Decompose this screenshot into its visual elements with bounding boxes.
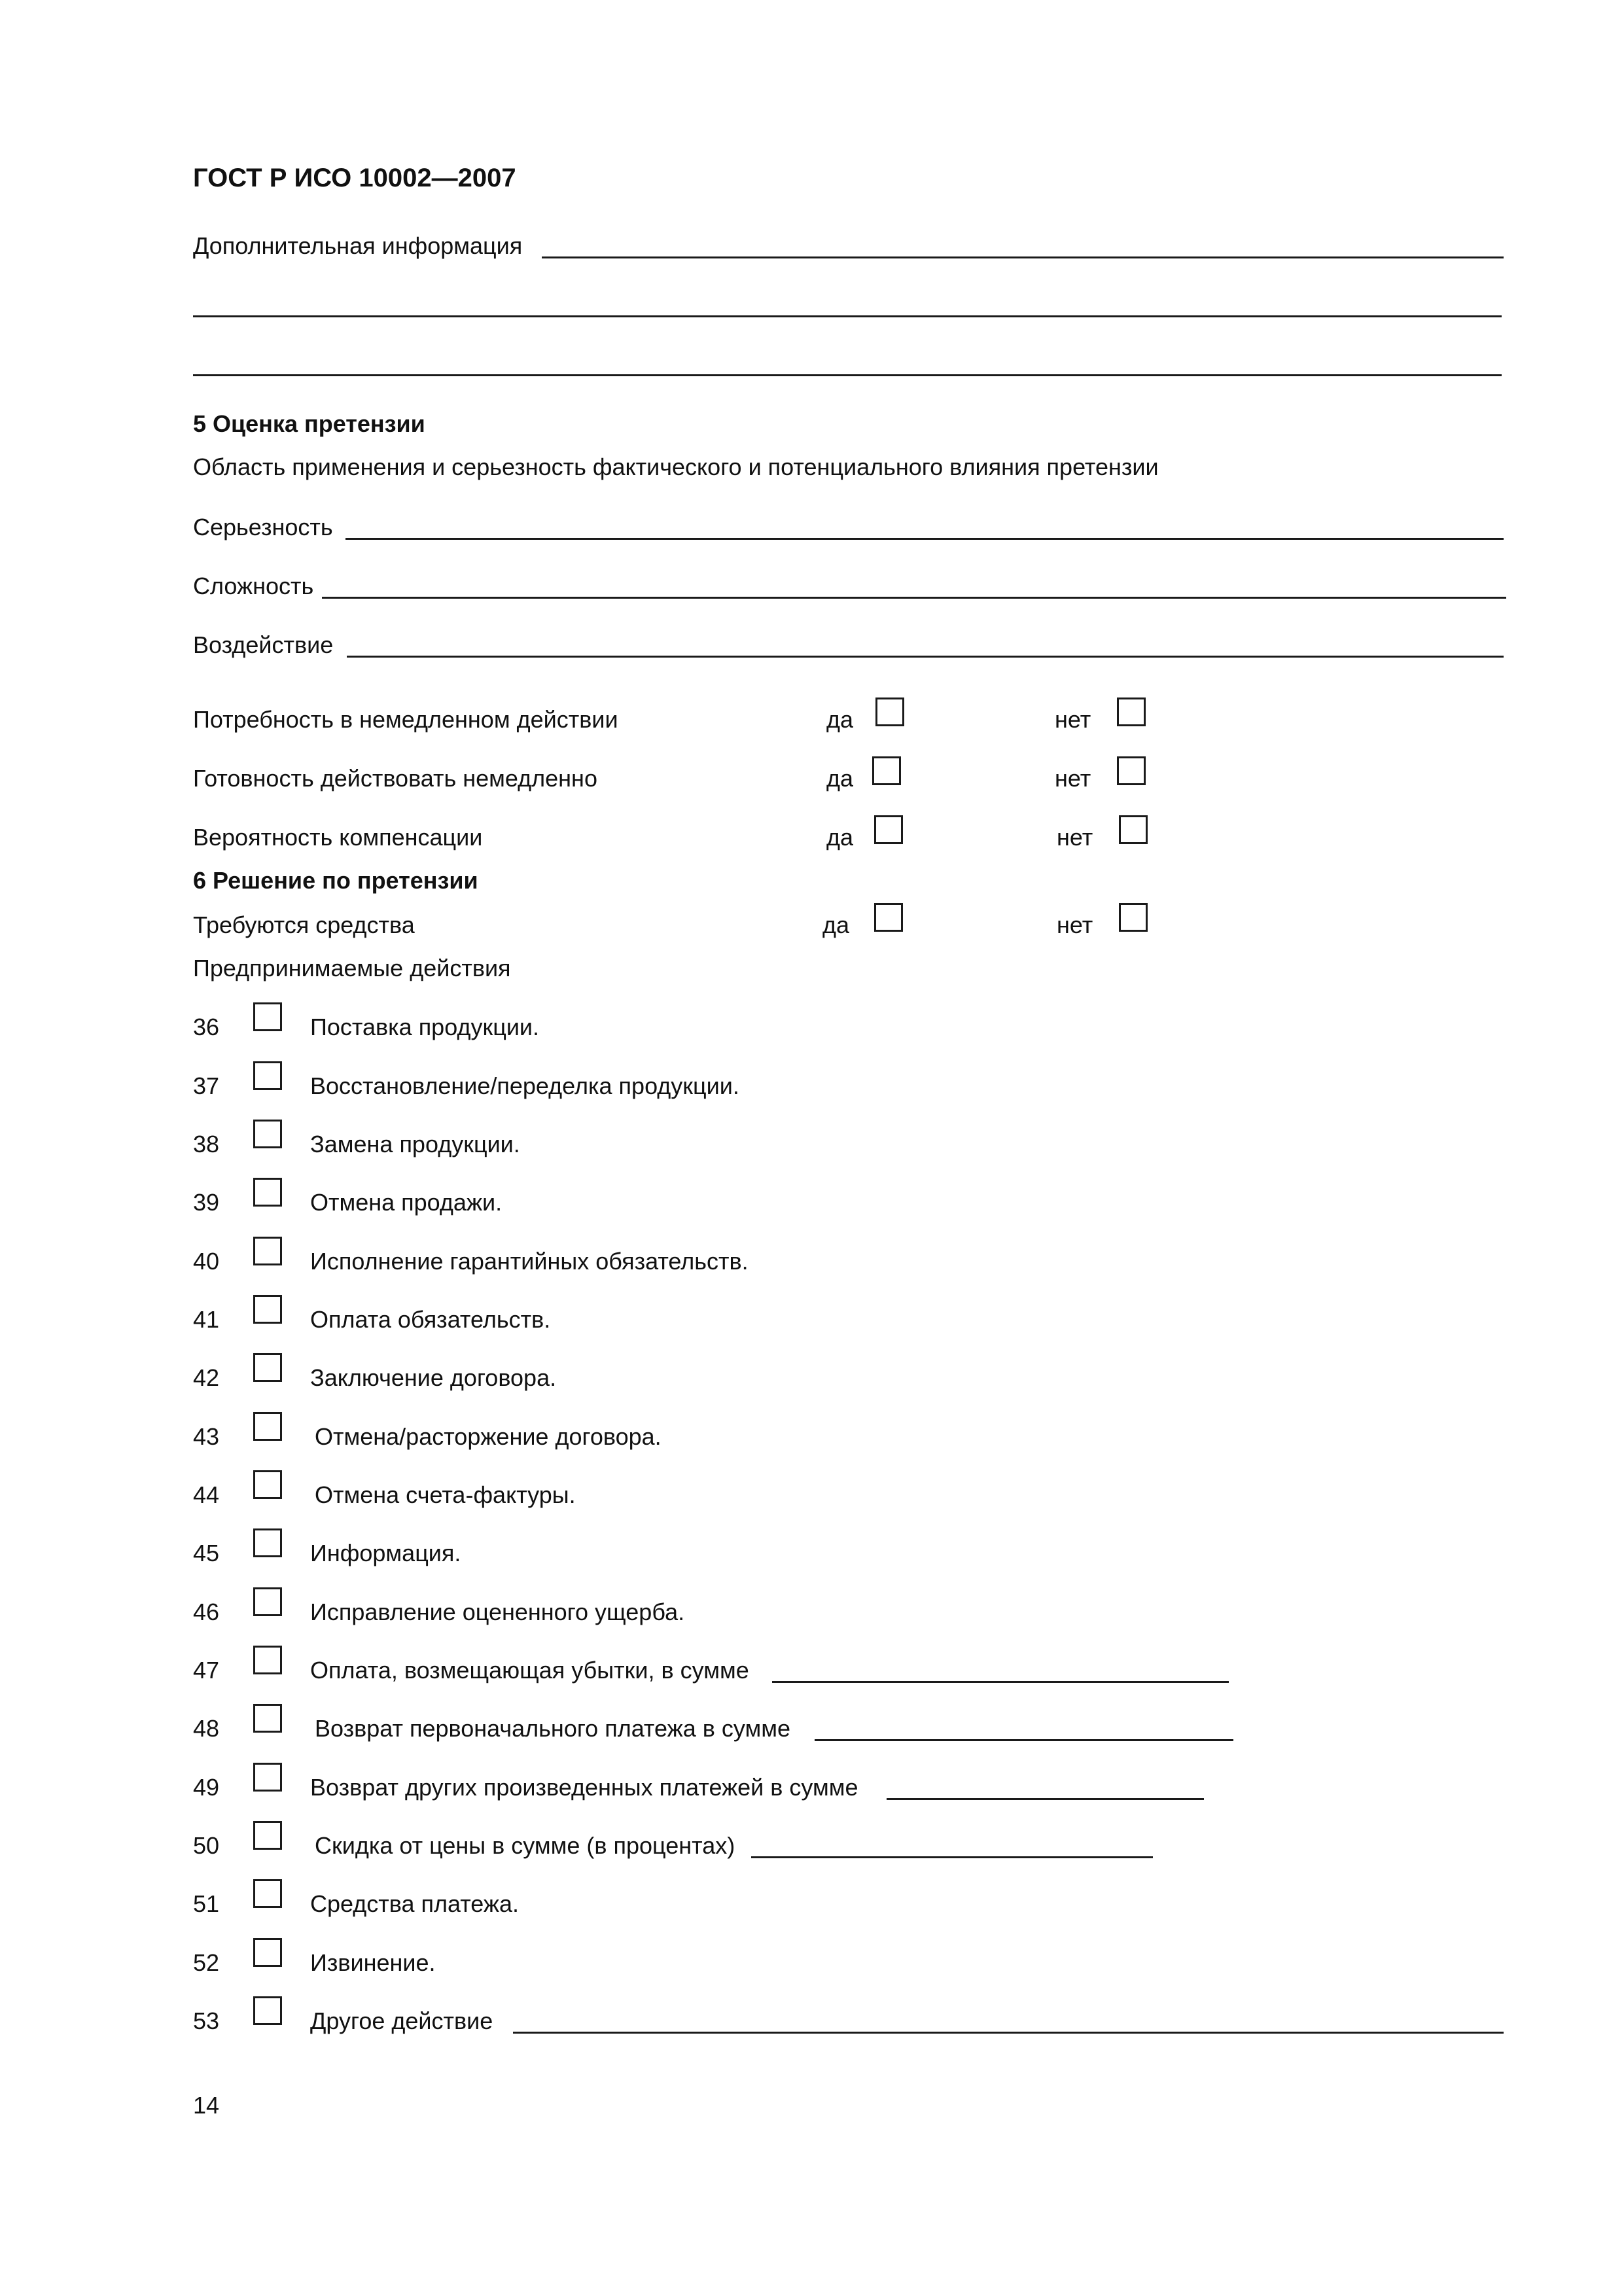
- yes-label-4: да: [822, 911, 850, 938]
- severity-field[interactable]: [345, 538, 1504, 540]
- action-text: Возврат первоначального платежа в сумме: [315, 1715, 790, 1742]
- action-checkbox-40[interactable]: [253, 1237, 282, 1265]
- action-number: 53: [193, 2007, 220, 2034]
- action-text: Возврат других произведенных платежей в сумме: [310, 1774, 858, 1801]
- yes-label-2: да: [826, 765, 854, 792]
- action-text: Исполнение гарантийных обязательств.: [310, 1248, 749, 1275]
- question-readiness: Готовность действовать немедленно: [193, 765, 597, 792]
- action-checkbox-47[interactable]: [253, 1646, 282, 1674]
- action-text: Поставка продукции.: [310, 1014, 540, 1040]
- action-number: 52: [193, 1949, 220, 1976]
- action-number: 42: [193, 1364, 220, 1391]
- action-checkbox-46[interactable]: [253, 1587, 282, 1616]
- severity-label: Серьезность: [193, 514, 333, 540]
- no-label-4: нет: [1057, 911, 1093, 938]
- action-number: 47: [193, 1657, 220, 1684]
- action-checkbox-48[interactable]: [253, 1704, 282, 1733]
- yes-label-3: да: [826, 824, 854, 851]
- complexity-label: Сложность: [193, 573, 314, 599]
- action-number: 38: [193, 1131, 220, 1157]
- action-checkbox-49[interactable]: [253, 1763, 282, 1792]
- action-text: Скидка от цены в сумме (в процентах): [315, 1832, 735, 1859]
- yes-checkbox-readiness[interactable]: [872, 756, 901, 785]
- action-text: Извинение.: [310, 1949, 436, 1976]
- action-checkbox-44[interactable]: [253, 1470, 282, 1499]
- yes-label-1: да: [826, 706, 854, 733]
- action-number: 46: [193, 1598, 220, 1625]
- amount-field-48[interactable]: [815, 1739, 1233, 1741]
- no-checkbox-compensation[interactable]: [1119, 815, 1148, 844]
- no-label-1: нет: [1055, 706, 1091, 733]
- no-label-2: нет: [1055, 765, 1091, 792]
- additional-info-line-2[interactable]: [193, 315, 1502, 317]
- action-text: Информация.: [310, 1540, 461, 1566]
- additional-info-field[interactable]: [542, 256, 1504, 258]
- no-label-3: нет: [1057, 824, 1093, 851]
- action-checkbox-36[interactable]: [253, 1002, 282, 1031]
- action-text: Средства платежа.: [310, 1890, 520, 1917]
- page-number: 14: [193, 2092, 220, 2119]
- action-text: Замена продукции.: [310, 1131, 520, 1157]
- action-text: Отмена счета-фактуры.: [315, 1481, 576, 1508]
- section-5-subtitle: Область применения и серьезность фактического и потенциального влияния претензии: [193, 453, 1159, 480]
- action-number: 48: [193, 1715, 220, 1742]
- action-checkbox-53[interactable]: [253, 1996, 282, 2025]
- other-action-field[interactable]: [513, 2032, 1504, 2034]
- action-number: 51: [193, 1890, 220, 1917]
- action-checkbox-38[interactable]: [253, 1120, 282, 1148]
- question-compensation: Вероятность компенсации: [193, 824, 483, 851]
- action-text: Отмена/расторжение договора.: [315, 1423, 662, 1450]
- action-text: Другое действие: [310, 2007, 493, 2034]
- yes-checkbox-immediate-action[interactable]: [875, 698, 904, 726]
- action-number: 45: [193, 1540, 220, 1566]
- action-number: 43: [193, 1423, 220, 1450]
- question-immediate-action: Потребность в немедленном действии: [193, 706, 618, 733]
- section-5-heading: 5 Оценка претензии: [193, 410, 425, 437]
- action-number: 40: [193, 1248, 220, 1275]
- complexity-field[interactable]: [322, 597, 1506, 599]
- action-number: 36: [193, 1014, 220, 1040]
- additional-info-line-3[interactable]: [193, 374, 1502, 376]
- no-checkbox-readiness[interactable]: [1117, 756, 1146, 785]
- impact-label: Воздействие: [193, 631, 334, 658]
- action-checkbox-39[interactable]: [253, 1178, 282, 1207]
- yes-checkbox-compensation[interactable]: [874, 815, 903, 844]
- action-text: Оплата, возмещающая убытки, в сумме: [310, 1657, 749, 1684]
- no-checkbox-immediate-action[interactable]: [1117, 698, 1146, 726]
- action-text: Отмена продажи.: [310, 1189, 503, 1216]
- section-6-heading: 6 Решение по претензии: [193, 867, 478, 894]
- action-checkbox-51[interactable]: [253, 1879, 282, 1908]
- action-checkbox-50[interactable]: [253, 1821, 282, 1850]
- action-checkbox-45[interactable]: [253, 1528, 282, 1557]
- action-number: 41: [193, 1306, 220, 1333]
- action-checkbox-52[interactable]: [253, 1938, 282, 1967]
- yes-checkbox-funds[interactable]: [874, 903, 903, 932]
- action-checkbox-37[interactable]: [253, 1061, 282, 1090]
- action-number: 37: [193, 1072, 220, 1099]
- action-text: Восстановление/переделка продукции.: [310, 1072, 739, 1099]
- amount-field-47[interactable]: [772, 1681, 1229, 1683]
- no-checkbox-funds[interactable]: [1119, 903, 1148, 932]
- amount-field-50[interactable]: [751, 1856, 1153, 1858]
- amount-field-49[interactable]: [887, 1798, 1204, 1800]
- additional-info-label: Дополнительная информация: [193, 232, 523, 259]
- action-text: Исправление оцененного ущерба.: [310, 1598, 685, 1625]
- action-number: 39: [193, 1189, 220, 1216]
- actions-label: Предпринимаемые действия: [193, 955, 511, 981]
- action-text: Оплата обязательств.: [310, 1306, 551, 1333]
- question-funds-required: Требуются средства: [193, 911, 415, 938]
- action-checkbox-43[interactable]: [253, 1412, 282, 1441]
- action-number: 44: [193, 1481, 220, 1508]
- action-text: Заключение договора.: [310, 1364, 557, 1391]
- document-title: ГОСТ Р ИСО 10002—2007: [193, 164, 516, 192]
- impact-field[interactable]: [347, 656, 1504, 658]
- action-number: 50: [193, 1832, 220, 1859]
- action-number: 49: [193, 1774, 220, 1801]
- action-checkbox-42[interactable]: [253, 1353, 282, 1382]
- action-checkbox-41[interactable]: [253, 1295, 282, 1324]
